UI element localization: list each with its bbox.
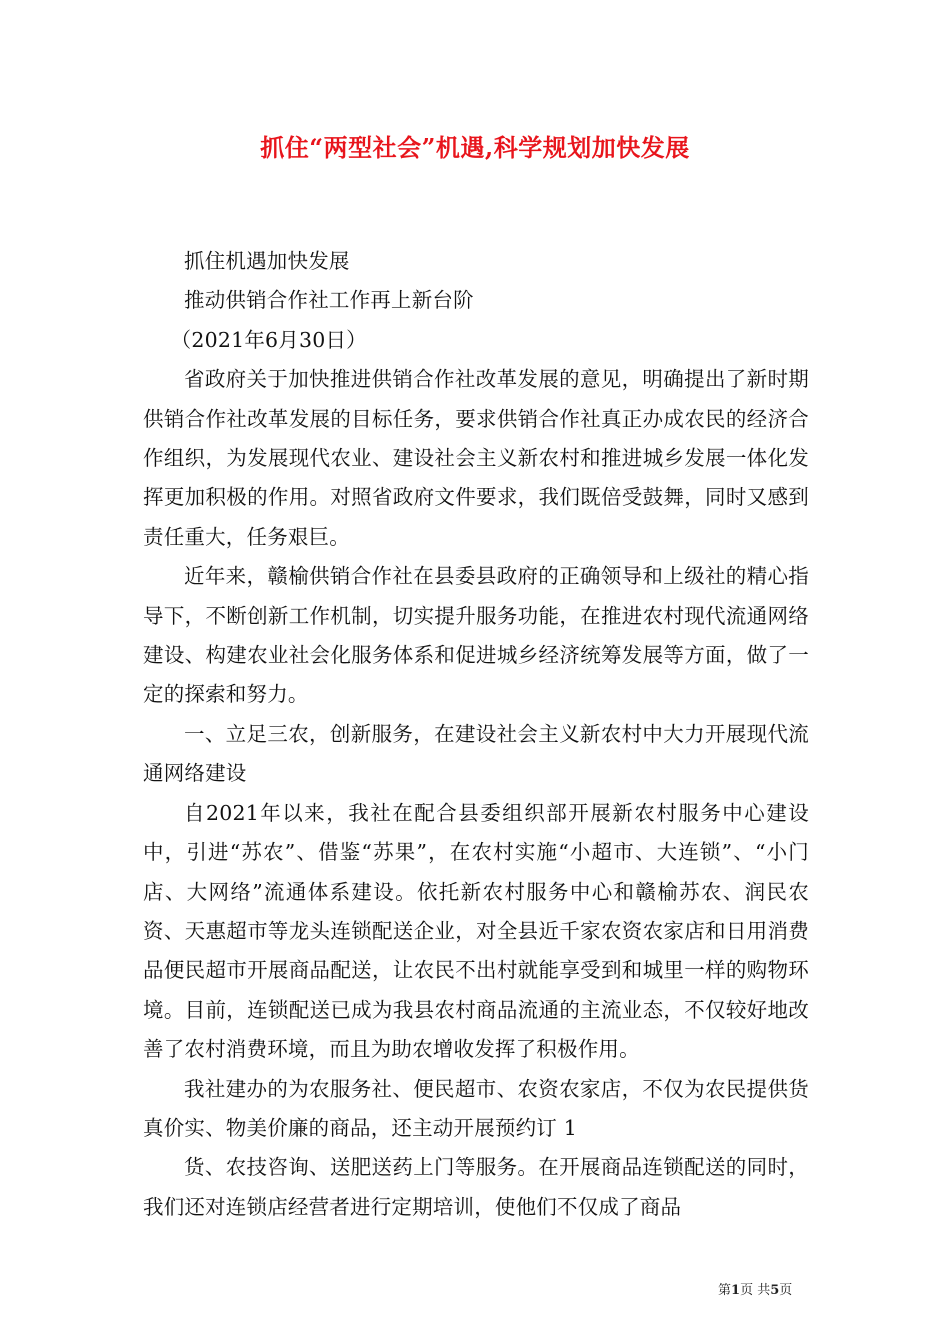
paragraph: 货、农技咨询、送肥送药上门等服务。在开展商品连锁配送的同时，我们还对连锁店经营者进行定期培训，使他们不仅成了商品 xyxy=(143,1155,809,1219)
current-page-number: 1 xyxy=(731,1283,741,1298)
document-title: 抓住“两型社会”机遇,科学规划加快发展 xyxy=(260,133,690,162)
subtitle-line-2: 推动供销合作社工作再上新台阶 xyxy=(184,288,474,313)
footer-middle: 页 共 xyxy=(740,1283,771,1298)
total-pages-number: 5 xyxy=(770,1283,780,1298)
footer-prefix: 第 xyxy=(718,1283,732,1298)
paragraph: 省政府关于加快推进供销合作社改革发展的意见，明确提出了新时期供销合作社改革发展的目标任务，要求供销合作社真正办成农民的经济合作组织，为发展现代农业、建设社会主义新农村和推进城乡发展一体化发挥更加积极的作用。对照省政府文件要求，我们既倍受鼓舞，同时又感到责任重大，任务艰巨。 xyxy=(143,367,809,549)
paragraph: 我社建办的为农服务社、便民超市、农资农家店，不仅为农民提供货真价实、物美价廉的商品，还主动开展预约订 1 xyxy=(143,1076,809,1140)
document-body xyxy=(143,242,809,1227)
paragraph: 自2021年以来，我社在配合县委组织部开展新农村服务中心建设中，引进“苏农”、借鉴“苏果”，在农村实施“小超市、大连锁”、“小门店、大网络”流通体系建设。依托新农村服务中心和赣榆苏农、润民农资、天惠超市等龙头连锁配送企业，对全县近千家农资农家店和日用消费品便民超市开展商品配送，让农民不出村就能享受到和城里一样的购物环境。目前，连锁配送已成为我县农村商品流通的主流业态，不仅较好地改善了农村消费环境，而且为助农增收发挥了积极作用。 xyxy=(143,800,809,1062)
page-footer xyxy=(718,1279,792,1298)
subtitle-line-1: 抓住机遇加快发展 xyxy=(184,249,350,273)
date-line: （2021年6月30日） xyxy=(170,327,367,352)
paragraph: 近年来，赣榆供销合作社在县委县政府的正确领导和上级社的精心指导下，不断创新工作机制，切实提升服务功能，在推进农村现代流通网络建设、构建农业社会化服务体系和促进城乡经济统筹发展等方面，做了一定的探索和努力。 xyxy=(143,564,809,707)
section-heading: 一、立足三农，创新服务，在建设社会主义新农村中大力开展现代流通网络建设 xyxy=(143,721,809,786)
footer-suffix: 页 xyxy=(779,1283,793,1298)
